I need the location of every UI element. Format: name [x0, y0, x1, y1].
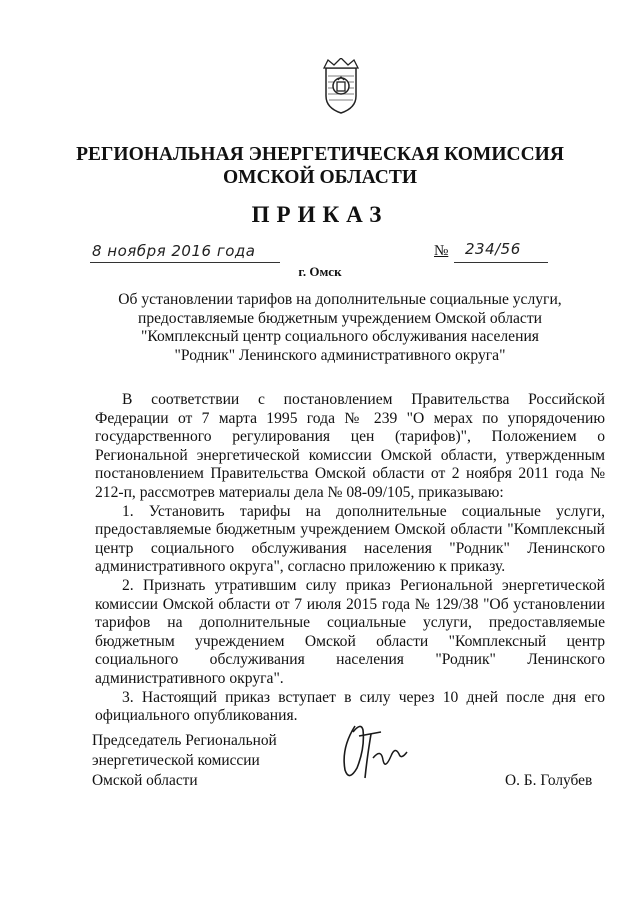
subject-line: "Родник" Ленинского административного округа"	[174, 346, 506, 364]
preamble-paragraph: В соответствии с постановлением Правительства Российской Федерации от 7 марта 1995 года № 239 "О мерах по упорядочению государственного регулирования цен (тарифов)", Положением о Региональной энергетической комиссии Омской области, утвержденным постановлением Правительства Омской области от 2 ноября 2011 года № 212-п, рассмотрев материалы дела № 08-09/105, приказываю:	[95, 391, 605, 501]
position-line: Председатель Региональной	[92, 732, 277, 749]
subject-line: предоставляемые бюджетным учреждением Омской области	[137, 309, 542, 327]
organization-name-line2: ОМСКОЙ ОБЛАСТИ	[223, 167, 417, 188]
signatory-name: О. Б. Голубев	[505, 772, 593, 789]
handwritten-signature-icon	[335, 718, 415, 788]
omsk-coat-of-arms-icon	[320, 58, 362, 114]
signatory-position	[92, 731, 332, 791]
document-title: ПРИКАЗ	[251, 202, 389, 227]
subject-line: Об установлении тарифов на дополнительные социальные услуги,	[118, 291, 562, 308]
order-item-1: 1. Установить тарифы на дополнительные социальные услуги, предоставляемые бюджетным учреждением Омской области "Комплексный центр социального обслуживания населения "Родник" Ленинского административного округа", согласно приложению к приказу.	[95, 502, 605, 576]
order-date: 8 ноября 2016 года	[92, 242, 256, 260]
city: г. Омск	[298, 264, 342, 279]
order-number: 234/56	[465, 240, 521, 258]
order-body	[95, 391, 605, 726]
subject-line: "Комплексный центр социального обслуживания населения	[141, 328, 539, 346]
order-item-3: 3. Настоящий приказ вступает в силу через 10 дней после дня его официального опубликования.	[95, 688, 605, 725]
order-subject	[100, 291, 580, 365]
number-underline	[454, 262, 548, 263]
position-line: Омской области	[92, 772, 198, 789]
number-label: №	[434, 243, 449, 259]
date-underline	[90, 262, 280, 263]
order-item-2: 2. Признать утратившим силу приказ Региональной энергетической комиссии Омской области от 7 июля 2015 года № 129/38 "Об установлении тарифов на дополнительные социальные услуги, предоставляемые бюджетным учреждением Омской области "Комплексный центр социального обслуживания населения "Родник" Ленинского административного округа".	[95, 576, 605, 687]
organization-name-line1: РЕГИОНАЛЬНАЯ ЭНЕРГЕТИЧЕСКАЯ КОМИССИЯ	[76, 144, 564, 165]
position-line: энергетической комиссии	[92, 752, 260, 769]
